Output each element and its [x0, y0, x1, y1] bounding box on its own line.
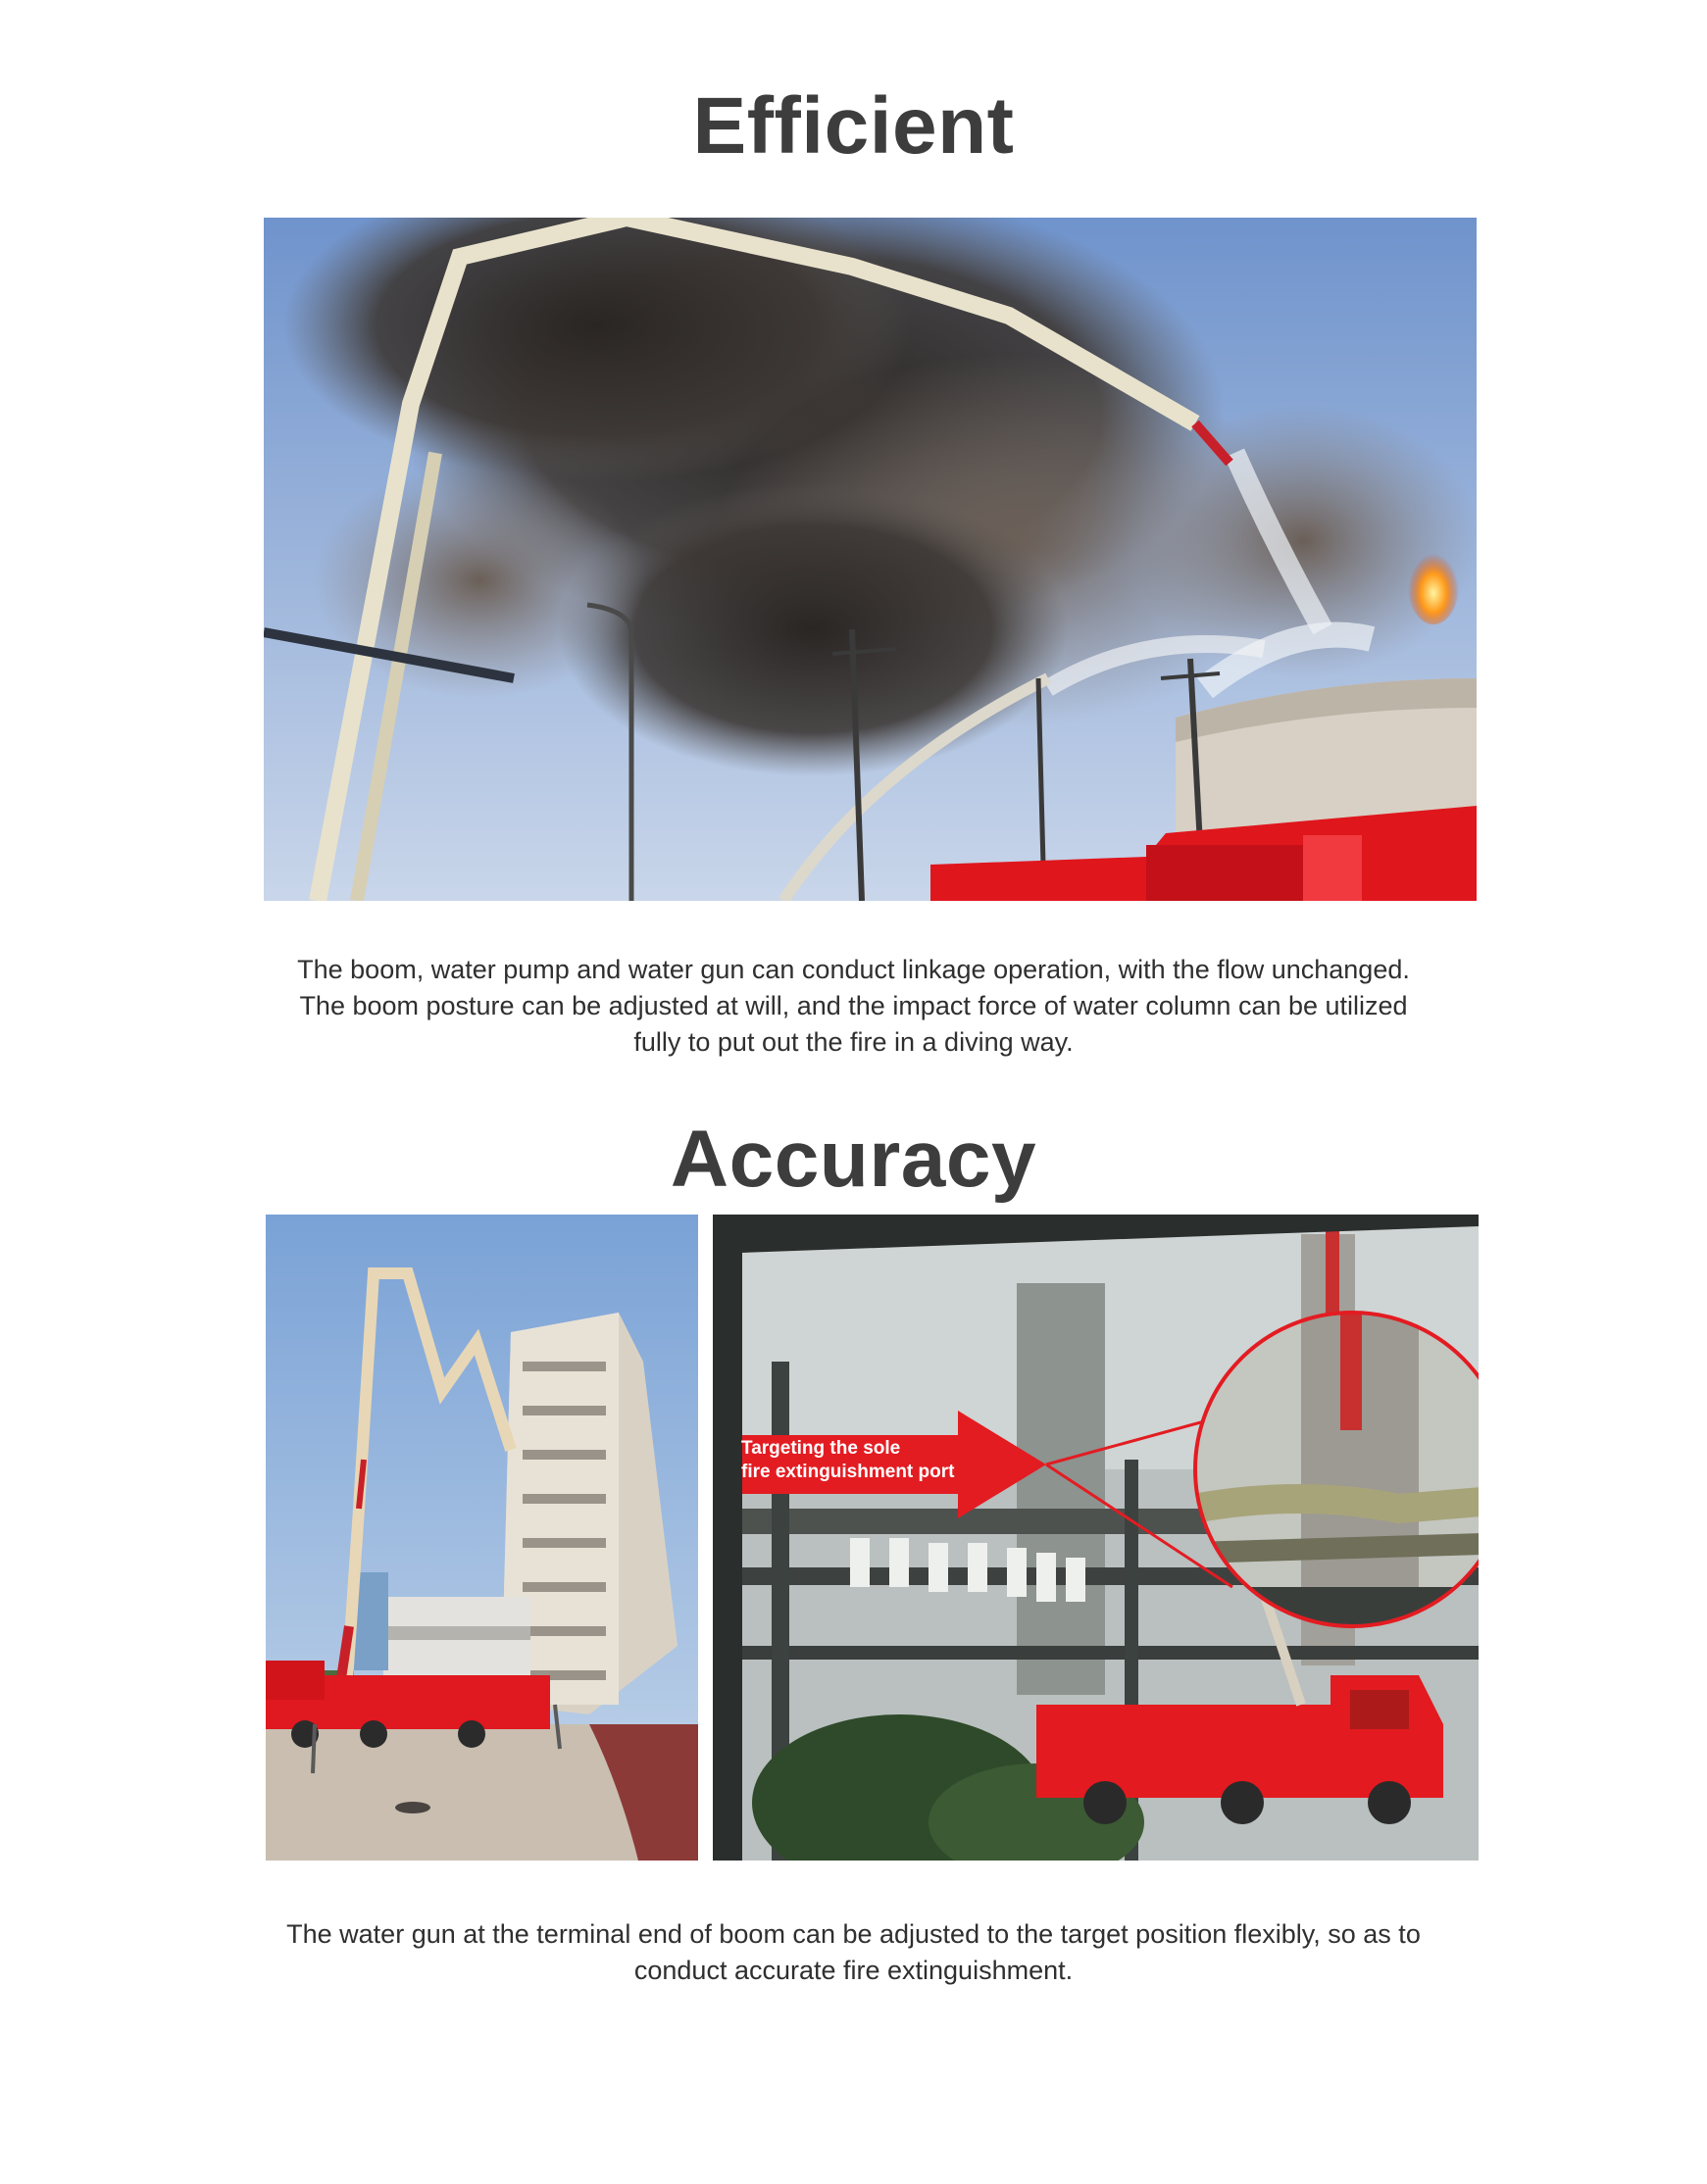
- chemical-plant-photo: [713, 1215, 1479, 1861]
- boom-fire-photo: [264, 218, 1477, 901]
- chemical-plant-illustration: [713, 1215, 1479, 1861]
- training-tower-photo: [266, 1215, 698, 1861]
- targeting-callout: [741, 1437, 955, 1484]
- accuracy-caption: The water gun at the terminal end of boom can be adjusted to the target position flexibly, so as to conduct accurate fire extinguishment.: [286, 1919, 1421, 1985]
- section-title-efficient: Efficient: [692, 81, 1015, 171]
- callout-line-1: Targeting the sole: [741, 1438, 901, 1459]
- callout-line-2: fire extinguishment port: [741, 1462, 955, 1482]
- efficient-caption: The boom, water pump and water gun can conduct linkage operation, with the flow unchanged. The boom posture can be adjusted at will, and the impact force of water column can be utilized fully to put out the fire in a diving way.: [297, 955, 1410, 1057]
- section-title-accuracy: Accuracy: [670, 1115, 1037, 1204]
- boom-fire-illustration: [264, 218, 1477, 901]
- training-tower-illustration: [266, 1215, 698, 1861]
